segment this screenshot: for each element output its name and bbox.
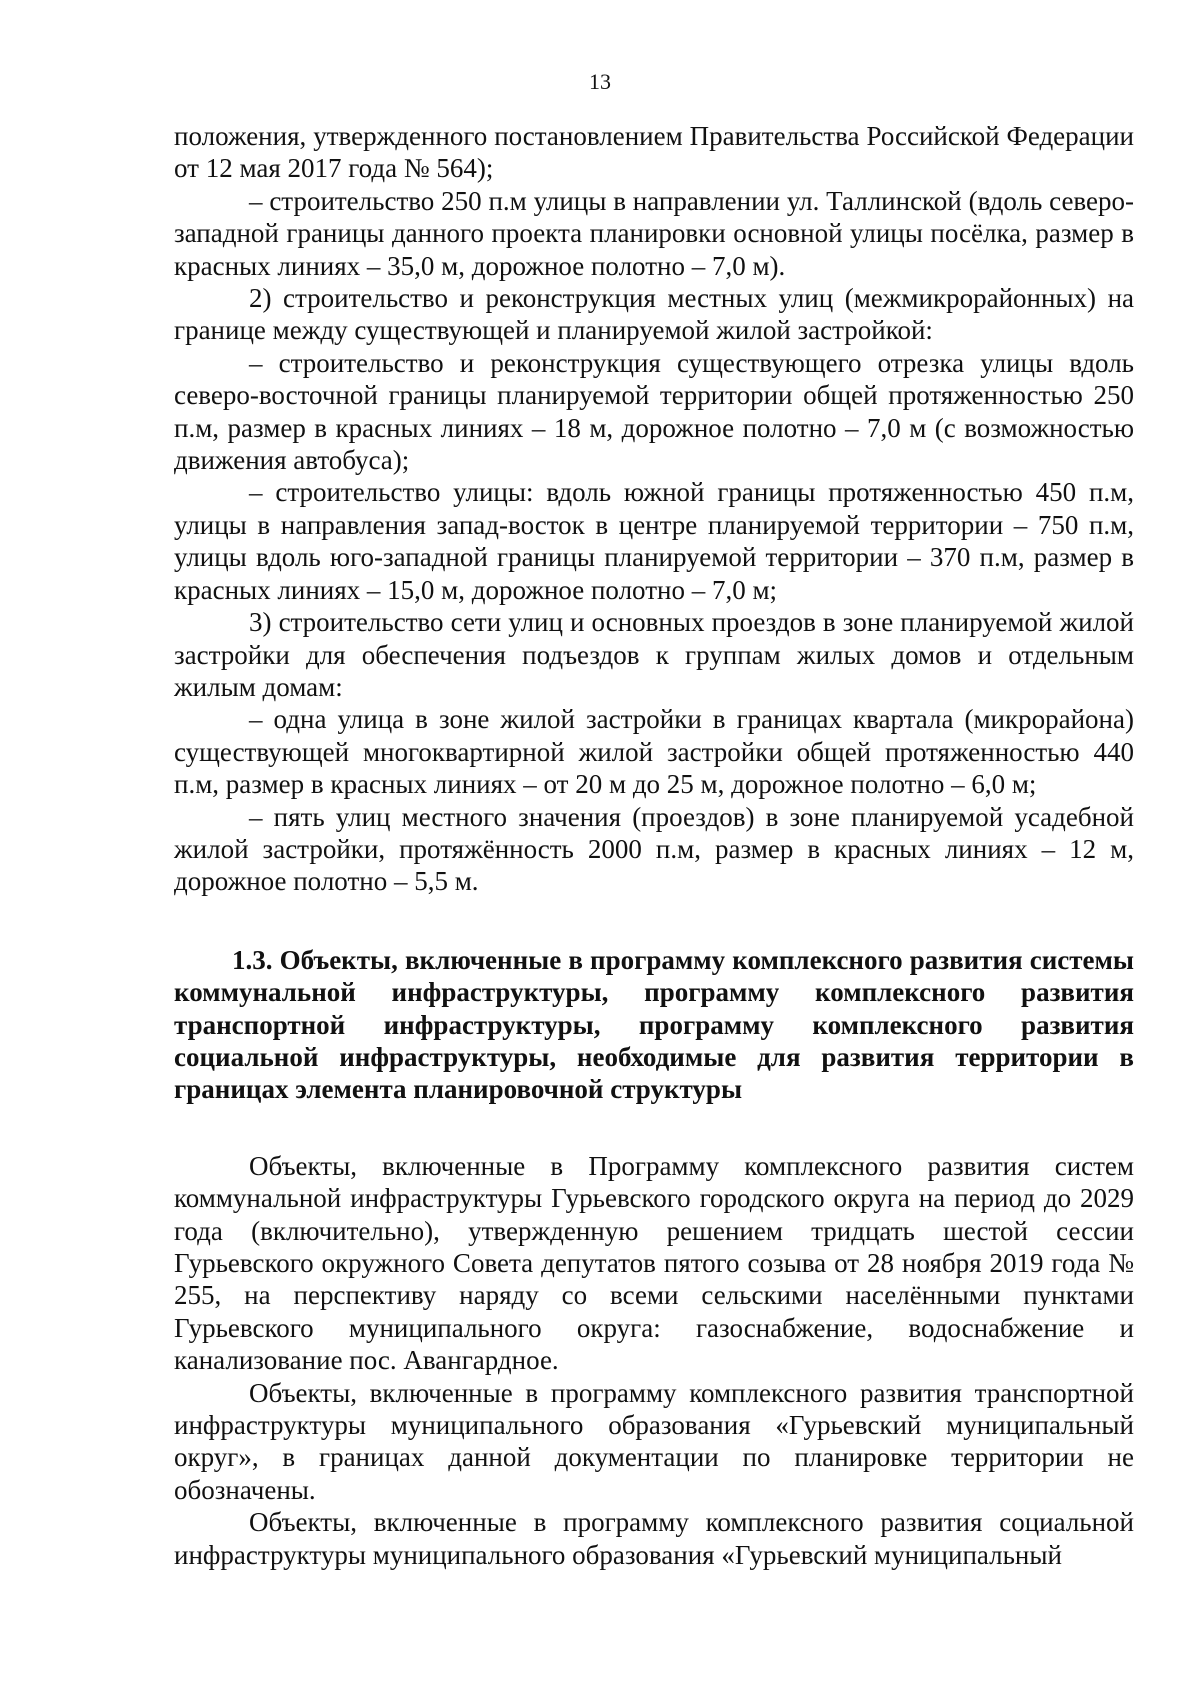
section-heading: 1.3. Объекты, включенные в программу комплексного развития системы коммунальной инфраструктуры, программу комплексного развития транспортной инфраструктуры, программу комплексного развития социальной инфраструктуры, необходимые для развития территории в границах элемента планировочной структуры [174, 944, 1134, 1105]
paragraph-transport-program: Объекты, включенные в программу комплексного развития транспортной инфраструктуры муниципального образования «Гурьевский муниципальный округ», в границах данной документации по планировке территории не обозначены. [174, 1377, 1134, 1505]
paragraph-street-construction: – строительство улицы: вдоль южной границы протяженностью 450 п.м, улицы в направления запад-восток в центре планируемой территории – 750 п.м, улицы вдоль юго-западной границы планируемой территории – 370 п.м, размер в красных линиях – 15,0 м, дорожное полотно – 7,0 м; [174, 477, 1134, 605]
paragraph-tallinskaya-street: – строительство 250 п.м улицы в направлении ул. Таллинской (вдоль северо-западной границы данного проекта планировки основной улицы посёлка, размер в красных линиях – 35,0 м, дорожное полотно – 7,0 м). [174, 185, 1134, 281]
paragraph-five-streets: – пять улиц местного значения (проездов) в зоне планируемой усадебной жилой застройки, протяжённость 2000 п.м, размер в красных линиях – 12 м, дорожное полотно – 5,5 м. [174, 801, 1134, 897]
paragraph-social-program: Объекты, включенные в программу комплексного развития социальной инфраструктуры муниципального образования «Гурьевский муниципальный [174, 1507, 1134, 1570]
paragraph-street-network: 3) строительство сети улиц и основных проездов в зоне планируемой жилой застройки для обеспечения подъездов к группам жилых домов и отдельным жилым домам: [174, 607, 1134, 702]
paragraph-one-street: – одна улица в зоне жилой застройки в границах квартала (микрорайона) существующей многоквартирной жилой застройки общей протяженностью 440 п.м, размер в красных линиях – от 20 м до 25 м, дорожное полотно – 6,0 м; [174, 704, 1134, 800]
paragraph-continuation: положения, утвержденного постановлением Правительства Российской Федерации от 12 мая 2017 года № 564); [174, 121, 1134, 184]
paragraph-local-streets: 2) строительство и реконструкция местных улиц (межмикрорайонных) на границе между существующей и планируемой жилой застройкой: [174, 283, 1134, 346]
paragraph-communal-program: Объекты, включенные в Программу комплексного развития систем коммунальной инфраструктуры Гурьевского городского округа на период до 2029 года (включительно), утвержденную решением тридцать шестой сессии Гурьевского окружного Совета депутатов пятого созыва от 28 ноября 2019 года № 255, на перспективу наряду со всеми сельскими населёнными пунктами Гурьевского муниципального округа: газоснабжение, водоснабжение и канализование пос. Авангардное. [174, 1150, 1134, 1376]
page-number: 13 [589, 69, 611, 94]
document-body [174, 120, 1134, 1571]
paragraph-northeast-street: – строительство и реконструкция существующего отрезка улицы вдоль северо-восточной границы планируемой территории общей протяженностью 250 п.м, размер в красных линиях – 18 м, дорожное полотно – 7,0 м (с возможностью движения автобуса); [174, 347, 1134, 476]
